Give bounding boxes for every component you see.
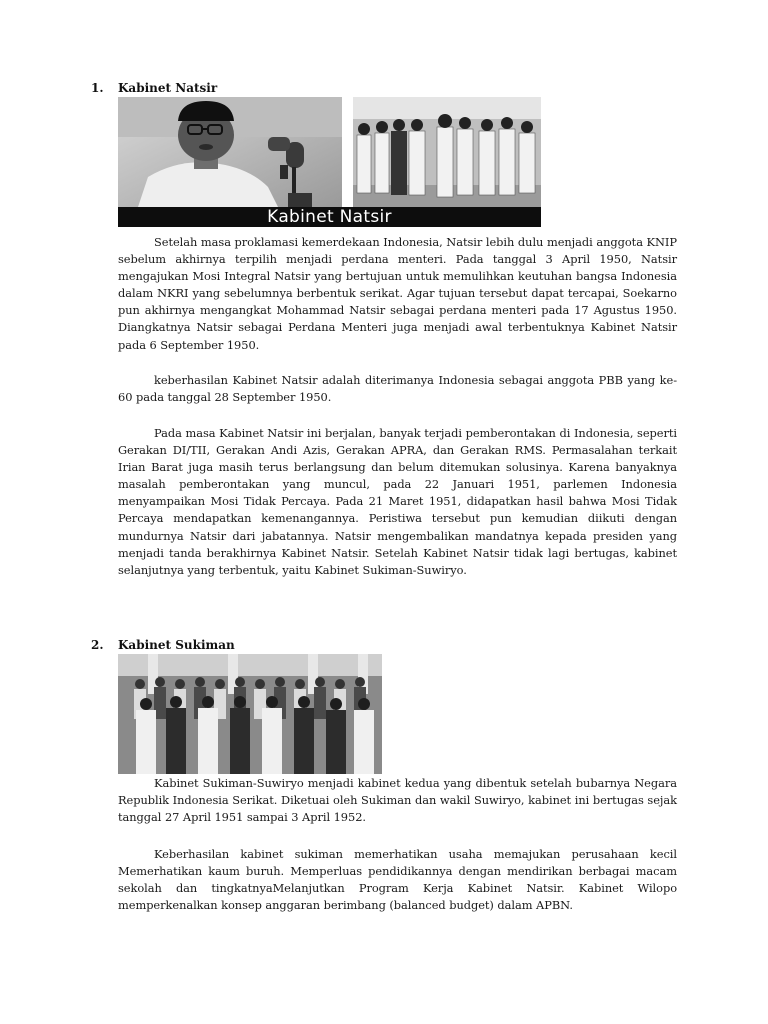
section-1-heading <box>91 81 291 95</box>
section-2-heading <box>91 638 291 652</box>
section-1-title: Kabinet Natsir <box>118 81 218 95</box>
section-1-paragraph-2: keberhasilan Kabinet Natsir adalah diterimanya Indonesia sebagai anggota PBB yang ke-60 pada tanggal 28 September 1950. <box>118 373 677 405</box>
section-1-number: 1. <box>91 81 104 95</box>
sukiman-cabinet-group-photo <box>118 654 382 774</box>
section-2-paragraph-2: Keberhasilan kabinet sukiman memerhatikan usaha memajukan perusahaan kecil Memerhatikan kaum buruh. Memperluas pendidikannya dengan mendirikan berbagai macam sekolah dan tingkatnyaMelanjutkan Program Kerja Kabinet Natsir. Kabinet Wilopo memperkenalkan konsep anggaran berimbang (balanced budget) dalam APBN. <box>118 847 677 913</box>
kabinet-natsir-banner: Kabinet Natsir <box>118 207 541 227</box>
natsir-cabinet-ceremony-photo <box>353 97 541 207</box>
section-1-paragraph-1: Setelah masa proklamasi kemerdekaan Indonesia, Natsir lebih dulu menjadi anggota KNIP sebelum akhirnya terpilih menjadi perdana menteri. Pada tanggal 3 April 1950, Natsir mengajukan Mosi Integral Natsir yang bertujuan untuk memulihkan keutuhan bangsa Indonesia dalam NKRI yang sebelumnya berbentuk serikat. Agar tujuan tersebut dapat tercapai, Soekarno pun akhirnya mengangkat Mohammad Natsir sebagai perdana menteri pada 17 Agustus 1950. Diangkatnya Natsir sebagai Perdana Menteri juga menjadi awal terbentuknya Kabinet Natsir pada 6 September 1950. <box>118 235 677 352</box>
section-2-title: Kabinet Sukiman <box>118 638 235 652</box>
section-1-paragraph-3: Pada masa Kabinet Natsir ini berjalan, banyak terjadi pemberontakan di Indonesia, seperti Gerakan DI/TII, Gerakan Andi Azis, Gerakan APRA, dan Gerakan RMS. Permasalahan terkait Irian Barat juga masih terus berlangsung dan belum ditemukan solusinya. Karena banyaknya masalah pemberontakan yang muncul, pada 22 Januari 1951, parlemen Indonesia menyampaikan Mosi Tidak Percaya. Pada 21 Maret 1951, didapatkan hasil bahwa Mosi Tidak Percaya mendapatkan kemenangannya. Peristiwa tersebut pun kemudian diikuti dengan mundurnya Natsir dari jabatannya. Natsir mengembalikan mandatnya kepada presiden yang menjadi tanda berakhirnya Kabinet Natsir. Setelah Kabinet Natsir tidak lagi bertugas, kabinet selanjutnya yang terbentuk, yaitu Kabinet Sukiman-Suwiryo. <box>118 426 677 577</box>
section-2-number: 2. <box>91 638 104 652</box>
natsir-portrait-photo <box>118 97 342 207</box>
section-2-paragraph-1: Kabinet Sukiman-Suwiryo menjadi kabinet kedua yang dibentuk setelah bubarnya Negara Republik Indonesia Serikat. Diketuai oleh Sukiman dan wakil Suwiryo, kabinet ini bertugas sejak tanggal 27 April 1951 sampai 3 April 1952. <box>118 776 677 825</box>
